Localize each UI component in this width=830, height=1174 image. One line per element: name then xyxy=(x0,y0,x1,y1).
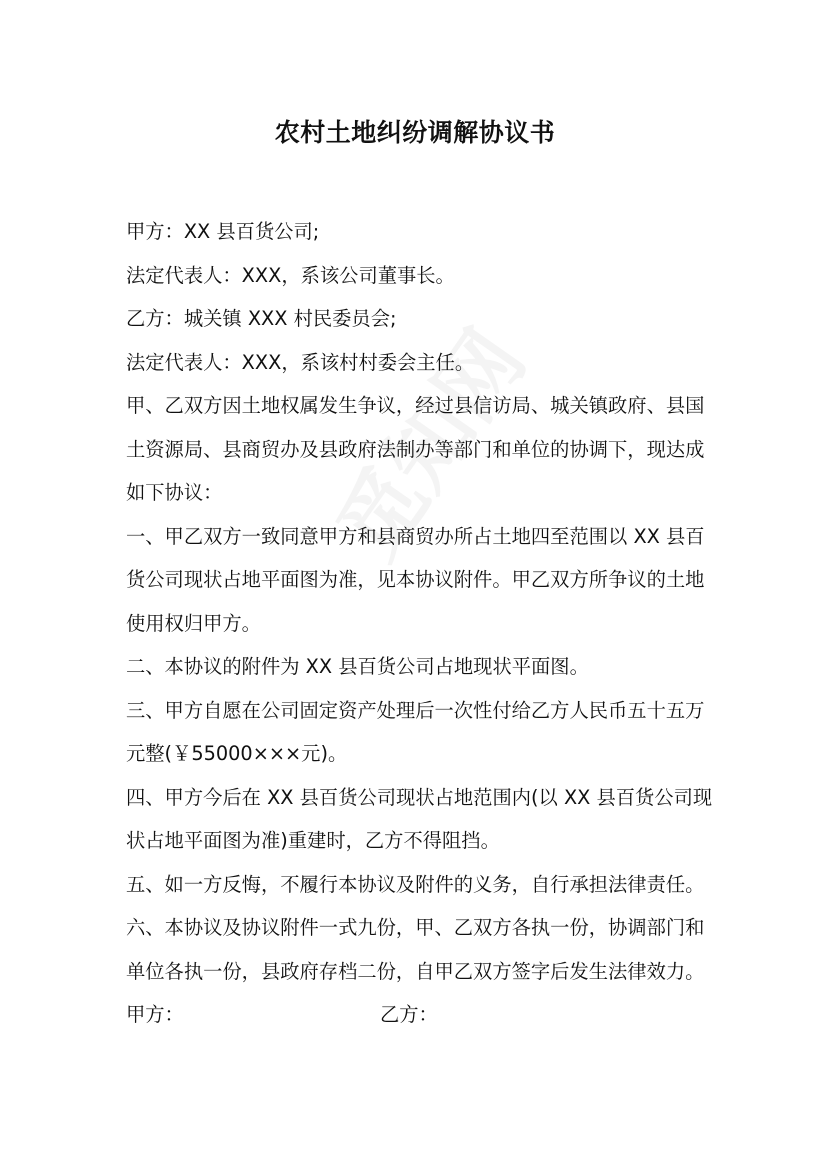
clause-line: 货公司现状占地平面图为准，见本协议附件。甲乙双方所争议的土地 xyxy=(126,568,705,591)
clause-line: 六、本协议及协议附件一式九份，甲、乙双方各执一份，协调部门和 xyxy=(126,916,705,939)
preamble-line: 土资源局、县商贸办及县政府法制办等部门和单位的协调下，现达成 xyxy=(126,437,705,461)
clause-line: 四、甲方今后在 XX 县百货公司现状占地范围内(以 XX 县百货公司现 xyxy=(126,785,713,809)
party-b-signature-label: 乙方： xyxy=(380,1003,438,1026)
party-b-representative: 法定代表人：XXX，系该村村委会主任。 xyxy=(126,350,475,374)
parties-section xyxy=(126,210,718,384)
clause-line: 三、甲方自愿在公司固定资产处理后一次性付给乙方人民币五十五万 xyxy=(126,698,705,722)
clause-line: 元整(￥55000×××元)。 xyxy=(126,742,348,765)
clause-6 xyxy=(126,906,718,993)
preamble-line: 如下协议： xyxy=(126,481,223,504)
document-body xyxy=(126,210,718,1037)
clause-4 xyxy=(126,776,718,863)
clause-line: 状占地平面图为准)重建时，乙方不得阻挡。 xyxy=(126,829,500,852)
clause-2 xyxy=(126,645,718,689)
clause-line: 一、甲乙双方一致同意甲方和县商贸办所占土地四至范围以 XX 县百 xyxy=(126,524,705,548)
document-title: 农村土地纠纷调解协议书 xyxy=(274,118,556,147)
clause-line: 使用权归甲方。 xyxy=(126,611,261,635)
party-a: 甲方：XX 县百货公司; xyxy=(126,220,320,243)
clause-3 xyxy=(126,689,718,776)
signature-row xyxy=(126,993,718,1037)
party-b: 乙方：城关镇 XXX 村民委员会; xyxy=(126,307,397,330)
party-a-representative: 法定代表人：XXX，系该公司董事长。 xyxy=(126,263,455,287)
party-a-signature-label: 甲方： xyxy=(126,1003,184,1026)
clause-line: 单位各执一份，县政府存档二份，自甲乙双方签字后发生法律效力。 xyxy=(126,959,705,983)
preamble-paragraph xyxy=(126,384,718,515)
preamble-line: 甲、乙双方因土地权属发生争议，经过县信访局、城关镇政府、县国 xyxy=(126,394,705,417)
clause-line: 二、本协议的附件为 XX 县百货公司占地现状平面图。 xyxy=(126,655,589,678)
clause-1 xyxy=(126,515,718,646)
clause-line: 五、如一方反悔，不履行本协议及附件的义务，自行承担法律责任。 xyxy=(126,872,705,896)
clause-5 xyxy=(126,863,718,907)
